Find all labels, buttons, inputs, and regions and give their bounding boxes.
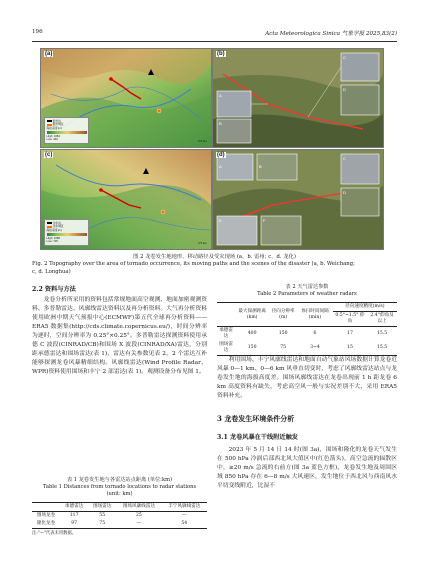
section-2-2-paragraph: 龙卷分析所采用的资料包括常规地面高空观测、地面加密观测资料、多普勒雷达、风廓线雷达资料以及再分析资料。大气再分析资料使用欧洲中期天气预报中心(ECMWF)第五代全球再分析资料——ERA5 数据集(http://cds.climate.copernicus.eu/)，时间分辨率为逐时，空间分辨率为 0.25°×0.25°。多普勒雷达探测资料使用承德 C 波段(CINRAD/CB)和围场 X 波段(CINRAD/XA)雷达，分别距承德雷达和围场雷达(表 1)，雷达有关参数见表 2，2 个雷达互补能够探测龙卷风暴精细结构。风廓线雷达(Wind Profile Radar，WPR)资料使用围场和丰宁 2 部雷达(表 1)。观测设备分布见图 1。 (32, 297, 207, 375)
photo-panel-b (212, 48, 384, 148)
page-number: 196 (32, 29, 43, 35)
journal-name: Acta Meteorologica Sinica 气象学报 2025,83(2) (265, 31, 397, 37)
table-1-header-row: 承德雷达 围场雷达 围场风廓线雷达 丰宁风廓线雷达 (32, 503, 207, 512)
section-2-2-body (32, 296, 207, 377)
wpr-paragraph: 利用围场、丰宁风廓线雷达和地面自动气象站风场数据计算龙卷近风暴 0—1 km、0—6 km 风垂直切变时，考虑了风廓线雷达站点与龙卷发生地的海拔高度差。围场风廓线雷达在龙卷出现前 1 h 距龙卷 6 km 高度资料有缺失，考虑高空风一般与实况差别不大，采用 ERA5 资料补充。 (217, 357, 397, 399)
panel-label-a: (a) (45, 51, 53, 57)
photo-label-b: B (219, 121, 222, 126)
running-header (32, 29, 397, 39)
header-rule (32, 41, 397, 42)
table-row: 围场龙卷 117 55 25 — (36, 513, 187, 518)
section-3-1-body (217, 446, 397, 491)
photo-label-d-e: E (219, 218, 222, 223)
table-2-caption-en: Table 2 Parameters of weather radars (257, 290, 357, 297)
caption-cn: 图 2 龙卷发生地地形、移动路径及受灾现场 (a、b. 雷州; c、d. 龙化) (133, 254, 296, 260)
table-row: 围场雷达 150 75 3~4 15 15.5 (217, 341, 397, 356)
table-2-group-row: 最大探测距离(km) 径向分辨率(m) 体扫时间间隔(min) 径向速度精度(m/s) (217, 303, 397, 312)
panel-label-d: (d) (217, 152, 225, 158)
figure-caption (32, 254, 397, 276)
table-2-caption-cn: 表 2 天气雷达参数 (285, 284, 329, 290)
right-body-1 (217, 356, 397, 401)
photo-label-c: C (343, 55, 346, 60)
table-1-caption (32, 477, 207, 497)
map-panel-c (40, 149, 212, 250)
photo-label-d-b: B (259, 164, 262, 169)
table-1-caption-cn: 表 1 龙卷发生地与各雷达站点距离 (单位:km) (66, 477, 173, 483)
table-row: 隆化龙卷 97 75 — 54 (32, 520, 207, 529)
elevation-legend-c: 龙华站 龙华城区 海拔高度(m) High: 1686 Low: 725 (44, 219, 89, 246)
table-2-caption (217, 284, 397, 298)
elevation-legend-a: 雷州站 雷州城区 海拔高度(m) High: 1684 Low: 340 (44, 117, 89, 144)
table-2 (217, 302, 397, 356)
panel-label-c: (c) (45, 152, 53, 158)
table-1-note: 注:"—"代表未用数据。 (32, 531, 77, 536)
caption-en-tail: c, d. Longhua) (32, 268, 71, 275)
section-3-heading: 3 龙卷发生环境条件分析 (217, 414, 295, 423)
photo-label-d-f: F (263, 218, 266, 223)
photo-label-d-c: C (343, 156, 346, 161)
photo-label-a: A (219, 93, 222, 98)
satellite-image-d (213, 150, 383, 249)
photo-label-d-a: A (219, 164, 222, 169)
section-2-2-heading: 2.2 资料与方法 (32, 286, 76, 293)
caption-en: Fig. 2 Topography over the area of tornado occurrence, its moving paths and the scenes of the disaster (a, b. Weichang; (32, 261, 355, 268)
satellite-image-b (213, 49, 383, 147)
panel-label-b: (b) (217, 51, 225, 57)
table-1 (32, 502, 207, 529)
map-panel-a (40, 48, 212, 148)
photo-panel-d (212, 149, 384, 250)
scale-bar-c: 0 5 km (197, 241, 207, 245)
table-2-header-row: 0.5°~1.5° 仰角 2.4°仰角及以上 (217, 312, 397, 327)
section-3-1-paragraph: 2023 年 5 月 14 日 14 时(图 3a)，围场和隆化的龙卷天气发生在 500 hPa 冷涡后部西北风大值区中(红色箭头)，高空急流的辐散区中，≥20 m/s 急流的右前方(图 3a 蓝色方框)，龙卷发生地及周围区域 850 hPa 存在 6—8 m/s 大风速区，发生地位于西北风与西南风水平切变线附近，比湿不 (217, 447, 397, 489)
photo-label-d-d: D (343, 190, 346, 195)
table-row: 承德雷达 400 150 6 17 15.5 (219, 328, 388, 339)
table-1-caption-en: Table 1 Distances from tornado locations to radar stations (42, 483, 197, 490)
scale-bar-a: 0 5 km (197, 139, 207, 143)
figure-2 (40, 48, 382, 248)
section-3-1-heading: 3.1 龙卷风暴在干线附近触发 (217, 434, 298, 441)
table-1-unit: (unit: km) (106, 490, 133, 497)
photo-label-d: D (343, 87, 346, 92)
